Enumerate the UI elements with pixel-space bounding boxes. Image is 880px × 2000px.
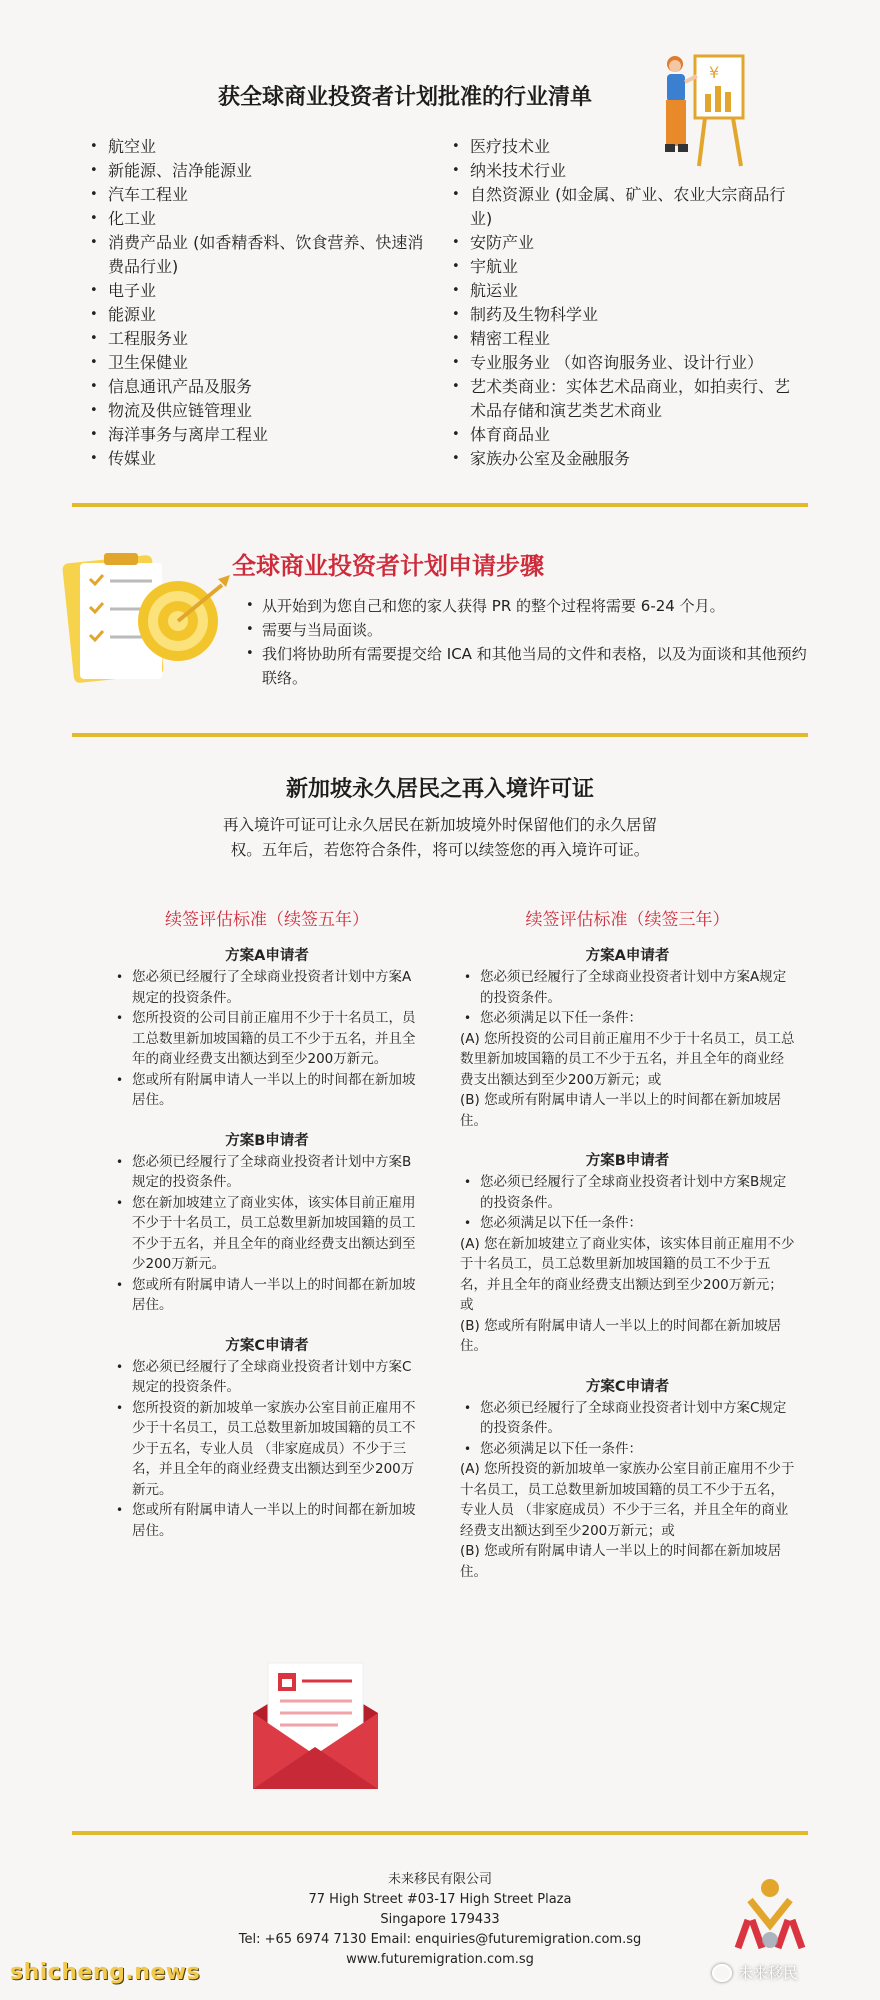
option-item: (B) 您或所有附属申请人一半以上的时间都在新加坡居住。 <box>460 1092 782 1129</box>
list-item: • 宇航业 <box>452 255 802 279</box>
plan-a-criteria <box>460 967 795 1131</box>
list-item: • 艺术类商业：实体艺术品商业，如拍卖行、艺术品存储和演艺类艺术商业 <box>452 375 802 423</box>
industries-right-list <box>452 135 802 471</box>
list-item: • 化工业 <box>90 207 430 231</box>
contact-line[interactable]: Tel: +65 6974 7130 Email: enquiries@futuremigration.com.sg <box>238 1932 642 1947</box>
list-item: • 航空业 <box>90 135 430 159</box>
list-item: • 您或所有附属申请人一半以上的时间都在新加坡居住。 <box>112 1500 422 1541</box>
steps-list <box>244 594 816 690</box>
list-item: • 您或所有附属申请人一半以上的时间都在新加坡居住。 <box>112 1275 422 1316</box>
list-item: • 您必须满足以下任一条件： <box>460 1439 795 1460</box>
list-item: • 医疗技术业 <box>452 135 802 159</box>
plan-b-criteria <box>460 1172 795 1357</box>
plan-b-criteria <box>112 1152 422 1316</box>
list-item: • 从开始到为您自己和您的家人获得 PR 的整个过程将需要 6-24 个月。 <box>244 594 816 618</box>
checklist-target-illustration <box>58 545 238 695</box>
list-item: • 制药及生物科学业 <box>452 303 802 327</box>
list-item: • 家族办公室及金融服务 <box>452 447 802 471</box>
divider <box>72 503 808 507</box>
list-item: • 您必须满足以下任一条件： <box>460 1008 795 1029</box>
divider <box>72 1831 808 1835</box>
watermark-left: shicheng.news <box>10 1960 201 1985</box>
list-item: • 您必须已经履行了全球商业投资者计划中方案C规定的投资条件。 <box>460 1398 795 1439</box>
website-link[interactable]: www.futuremigration.com.sg <box>346 1952 534 1967</box>
list-item: • 卫生保健业 <box>90 351 430 375</box>
address-line-2: Singapore 179433 <box>380 1912 500 1927</box>
company-logo <box>730 1870 810 1960</box>
plan-c-criteria <box>112 1357 422 1542</box>
list-item: • 汽车工程业 <box>90 183 430 207</box>
industries-title: 获全球商业投资者计划批准的行业清单 <box>217 85 592 110</box>
plan-c-heading: 方案C申请者 <box>225 1337 309 1354</box>
list-item: • 您在新加坡建立了商业实体，该实体目前正雇用不少于十名员工，员工总数里新加坡国籍的员工不少于五名，并且全年的商业经费支出额达到至少200万新元。 <box>112 1193 422 1275</box>
five-year-heading: 续签评估标准（续签五年） <box>165 910 369 930</box>
list-item: • 您所投资的公司目前正雇用不少于十名员工，员工总数里新加坡国籍的员工不少于五名，并且全年的商业经费支出额达到至少200万新元。 <box>112 1008 422 1070</box>
list-item: • 您所投资的新加坡单一家族办公室目前正雇用不少于十名员工，员工总数里新加坡国籍的员工不少于五名，专业人员 （非家庭成员）不少于三名，并且全年的商业经费支出额达到至少200万新元。 <box>112 1398 422 1501</box>
list-item: • 安防产业 <box>452 231 802 255</box>
watermark-right <box>712 1962 798 1983</box>
option-item: (A) 您所投资的新加坡单一家族办公室目前正雇用不少于十名员工，员工总数里新加坡国籍的员工不少于五名，专业人员 （非家庭成员）不少于三名，并且全年的商业经费支出额达到至少200万新元；或 <box>460 1461 795 1539</box>
plan-b-heading: 方案B申请者 <box>225 1132 309 1149</box>
company-name: 未来移民有限公司 <box>387 1872 492 1887</box>
list-item: • 专业服务业 （如咨询服务业、设计行业） <box>452 351 802 375</box>
list-item: • 工程服务业 <box>90 327 430 351</box>
reentry-intro: 再入境许可证可让永久居民在新加坡境外时保留他们的永久居留权。五年后，若您符合条件，将可以续签您的再入境许可证。 <box>222 816 657 859</box>
list-item: • 能源业 <box>90 303 430 327</box>
plan-c-heading: 方案C申请者 <box>585 1378 670 1395</box>
svg-text:¥: ¥ <box>709 63 720 82</box>
list-item: • 您必须已经履行了全球商业投资者计划中方案C规定的投资条件。 <box>112 1357 422 1398</box>
divider <box>72 733 808 737</box>
plan-a-heading: 方案A申请者 <box>225 948 309 964</box>
list-item: • 海洋事务与离岸工程业 <box>90 423 430 447</box>
envelope-illustration <box>248 1655 383 1795</box>
list-item: • 自然资源业 (如金属、矿业、农业大宗商品行业) <box>452 183 802 231</box>
list-item: • 传媒业 <box>90 447 430 471</box>
list-item: • 我们将协助所有需要提交给 ICA 和其他当局的文件和表格，以及为面谈和其他预约联络。 <box>244 642 816 690</box>
option-item: (B) 您或所有附属申请人一半以上的时间都在新加坡居住。 <box>460 1543 782 1580</box>
list-item: • 纳米技术行业 <box>452 159 802 183</box>
list-item: • 航运业 <box>452 279 802 303</box>
address-line-1: 77 High Street #03-17 High Street Plaza <box>308 1892 572 1907</box>
option-item: (A) 您所投资的公司目前正雇用不少于十名员工，员工总数里新加坡国籍的员工不少于五名，并且全年的商业经费支出额达到至少200万新元；或 <box>460 1030 795 1088</box>
option-item: (B) 您或所有附属申请人一半以上的时间都在新加坡居住。 <box>460 1317 782 1354</box>
list-item: • 您必须已经履行了全球商业投资者计划中方案B规定的投资条件。 <box>112 1152 422 1193</box>
plan-a-heading: 方案A申请者 <box>585 948 670 964</box>
plan-a-criteria <box>112 967 422 1111</box>
list-item: • 您必须已经履行了全球商业投资者计划中方案A规定的投资条件。 <box>112 967 422 1008</box>
list-item: • 体育商品业 <box>452 423 802 447</box>
list-item: • 需要与当局面谈。 <box>244 618 816 642</box>
list-item: • 您必须已经履行了全球商业投资者计划中方案A规定的投资条件。 <box>460 967 795 1008</box>
list-item: • 消费产品业 (如香精香料、饮食营养、快速消费品行业) <box>90 231 430 279</box>
list-item: • 精密工程业 <box>452 327 802 351</box>
plan-c-criteria <box>460 1398 795 1583</box>
option-item: (A) 您在新加坡建立了商业实体，该实体目前正雇用不少于十名员工，员工总数里新加坡国籍的员工不少于五名，并且全年的商业经费支出额达到至少200万新元；或 <box>460 1235 795 1313</box>
list-item: • 您或所有附属申请人一半以上的时间都在新加坡居住。 <box>112 1070 422 1111</box>
reentry-title: 新加坡永久居民之再入境许可证 <box>285 777 594 802</box>
three-year-column <box>460 905 795 1582</box>
wechat-icon <box>712 1964 732 1982</box>
plan-b-heading: 方案B申请者 <box>585 1153 670 1169</box>
list-item: • 信息通讯产品及服务 <box>90 375 430 399</box>
list-item: • 您必须满足以下任一条件： <box>460 1213 795 1234</box>
list-item: • 电子业 <box>90 279 430 303</box>
three-year-heading: 续签评估标准（续签三年） <box>525 910 730 930</box>
footer <box>180 1870 700 1970</box>
list-item: • 新能源、洁净能源业 <box>90 159 430 183</box>
five-year-column <box>112 905 422 1541</box>
watermark-right-text: 未来移民 <box>738 1964 799 1982</box>
industries-left-list <box>90 135 430 471</box>
list-item: • 您必须已经履行了全球商业投资者计划中方案B规定的投资条件。 <box>460 1172 795 1213</box>
list-item: • 物流及供应链管理业 <box>90 399 430 423</box>
steps-title: 全球商业投资者计划申请步骤 <box>232 552 544 580</box>
